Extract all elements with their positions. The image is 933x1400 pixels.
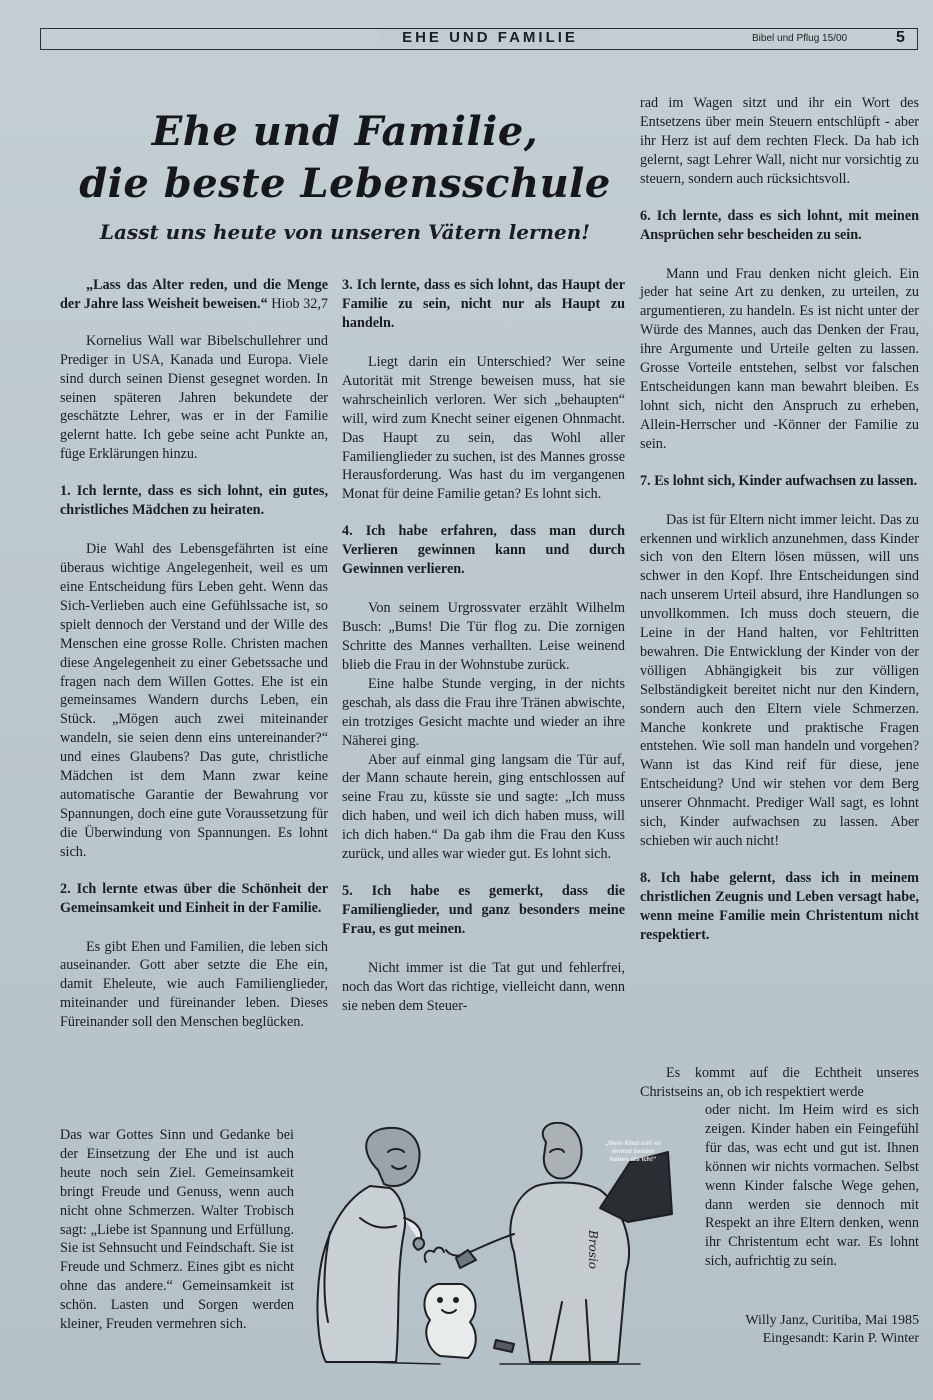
- point-6-text: Mann und Frau denken nicht gleich. Ein jeder hat seine Art zu denken, zu urteilen, zu argumentieren, zu handeln. Es ist nicht unter der Würde des Mannes, auch das Denken der Frau, ihre Argumente und Urteile gelten zu lassen. Grosse Vorteile entstehen, selbst vor falschen Entscheidungen kann man bewahrt bleiben. Es lohnt sich, nicht den Anspruch zu erheben, Allein-Herrscher und -Könner der Familie zu sein.: [640, 265, 919, 452]
- submitted-by: Eingesandt: Karin P. Winter: [762, 1331, 919, 1346]
- point-4-text-c: Aber auf einmal ging langsam die Tür auf, der Mann schaute herein, ging entschlossen auf seine Frau zu, küsste sie und sagte: „Ich muss dich haben, und weil ich dich haben muss, will ich dich haben.“ Da gab ihm die Frau den Kuss zurück, und alles war wieder gut. Es lohnt sich.: [342, 751, 625, 863]
- point-5-heading: 5. Ich habe es gemerkt, dass die Familienglieder, und ganz besonders meine Frau, es gut meinen.: [342, 882, 625, 937]
- column-1-continued: [60, 1126, 294, 1334]
- article-title-line-2: die beste Lebensschule: [79, 160, 611, 207]
- cartoon-sign-text: „Mein Kind soll es einmal besser haben als ich!“: [604, 1140, 662, 1163]
- column-3-point-8-continued: [705, 1101, 919, 1271]
- point-7-text: Das ist für Eltern nicht immer leicht. Das zu erkennen und wirklich anzunehmen, dass Kinder sich von den Eltern lösen müssen, will uns schwer in den Kopf. Ihre Entscheidungen sind nach unserem Urteil absurd, ihre Handlungen so unvollkommen. Ich muss doch steuern, die Leine in der Hand halten, vor Fehltritten bewahren. Die Entwicklung der Kinder von der völligen Abhängigkeit bis zur völligen Selbständigkeit bereitet nicht nur den Kindern, sondern auch den Eltern viele Schmerzen. Manche konkrete und praktische Fragen entstehen. Wie soll man handeln und vorgehen? Wann ist das Kind reif für diese, jene Entscheidung? Und wir stehen vor dem Berg unserer Ohnmacht. Prediger Wall sagt, es lohnt sich, Kinder aufwachsen zu lassen. Aber schieben wir auch nicht!: [640, 511, 919, 849]
- column-3: [640, 94, 919, 965]
- point-1-heading: 1. Ich lernte, dass es sich lohnt, ein gutes, christliches Mädchen zu heiraten.: [60, 483, 328, 519]
- intro-paragraph: Kornelius Wall war Bibelschullehrer und Prediger in USA, Kanada und Europa. Viele sind durch seinen Dienst gesegnet worden. In seinen späteren Jahren bekundete der geschätzte Lehrer, was er in der Familie gelernt hatte. Ich gebe seine acht Punkte an, füge Erklärungen hinzu.: [60, 332, 328, 463]
- point-2-text-a: Es gibt Ehen und Familien, die leben sich auseinander. Gott aber setzte die Ehe ein, damit Eheleute, wie auch Familienglieder, miteinander und füreinander leben. Dieses Füreinander soll den Menschen beglücken.: [60, 938, 328, 1031]
- issue-label: Bibel und Pflug 15/00: [752, 33, 848, 44]
- point-8-text-b: oder nicht. Im Heim wird es sich zeigen. Kinder haben ein Feingefühl für das, was echt und gut ist. Ihnen können wir nichts vormachen. Selbst wenn Kinder falsche Wege gehen, dann werden sie dennoch mit Respekt an ihre Eltern denken, wenn ihr Christentum echt war. Es lohnt sich, aufrichtig zu sein.: [705, 1102, 919, 1270]
- point-3-text: Liegt darin ein Unterschied? Wer seine Autorität mit Strenge beweisen muss, hat sie wahrscheinlich verloren. Wer sich „behaupten“ will, wird zum Knecht seiner eigenen Ohnmacht. Das Haupt zu sein, das Wohl aller Familienglieder zu suchen, ist des Mannes grosse Herausforderung. Was hast du im vergangenen Monat für deine Familie getan? Es lohnt sich.: [342, 354, 625, 503]
- point-4-text-a: Von seinem Urgrossvater erzählt Wilhelm Busch: „Bums! Die Tür flog zu. Die zornigen Schritte des Mannes verhallten. Leise weinend blieb die Frau in der Wohnstube zurück.: [342, 600, 625, 673]
- point-1-text: Die Wahl des Lebensgefährten ist eine überaus wichtige Angelegenheit, weil es um eine Entscheidung fürs Leben geht. Wenn das Sich-Verlieben auch eine Gefühlssache ist, so spielt dennoch der Verstand und der Wille des Menschen eine grosse Rolle. Christen machen diese Angelegenheit zu einer Gebetssache und fragen nach dem Willen Gottes. Ehe ist ein gemeinsames Wandern durchs Leben, ein Stück. „Mögen auch zwei miteinander wandeln, sie seien denn eins untereinander?“ und eines Glaubens? Das gute, christliche Mädchen ist dem Mann zwar keine automatische Garantie der Bewahrung vor Spannungen, doch eine gute Voraussetzung für die Überwindung von Spannungen. Es lohnt sich.: [60, 541, 328, 860]
- cartoon-artist-signature: Brosio: [586, 1230, 600, 1269]
- column-1: [60, 276, 328, 1032]
- point-5-text-b: rad im Wagen sitzt und ihr ein Wort des Entsetzens über mein Steuern entschlüpft - aber ihr Herz ist auf dem rechten Fleck. Da hab ich gelernt, sagt Lehrer Wall, nicht nur vorsichtig zu steuern, sondern auch rücksichtsvoll.: [640, 95, 919, 187]
- point-4-heading: 4. Ich habe erfahren, dass man durch Verlieren gewinnen kann und durch Gewinnen verlieren.: [342, 523, 625, 578]
- point-2-heading: 2. Ich lernte etwas über die Schönheit der Gemeinsamkeit und Einheit in der Familie.: [60, 880, 328, 916]
- point-3-heading: 3. Ich lernte, dass es sich lohnt, das Haupt der Familie zu sein, nicht nur als Haupt zu handeln.: [342, 277, 625, 331]
- point-4-text-b: Eine halbe Stunde verging, in der nichts geschah, als dass die Frau ihre Tränen abwischte, ein trotziges Gesicht machte und wieder an ihre Näherei ging.: [342, 675, 625, 749]
- author-signature: Willy Janz, Curitiba, Mai 1985: [745, 1313, 919, 1328]
- point-6-heading: 6. Ich lernte, dass es sich lohnt, mit meinen Ansprüchen sehr bescheiden zu sein.: [640, 207, 919, 243]
- bible-quote: [60, 276, 328, 314]
- section-title: EHE UND FAMILIE: [380, 29, 600, 46]
- column-3-point-8-start: [640, 1064, 919, 1102]
- article-title-line-1: Ehe und Familie,: [151, 108, 539, 155]
- point-2-text-b: Das war Gottes Sinn und Gedanke bei der Einsetzung der Ehe und ist auch heute noch sein Ziel. Gemeinsamkeit bringt Freude und Genuss, wenn auch nicht ohne Schmerzen. Walter Trobisch sagt: „Liebe ist Spannung und Erfüllung. Sie ist Sehnsucht und Feindschaft. Sie ist Freude und Schmerz. Eines gibt es nicht ohne das andere.“ Gemeinsamkeit ist schön. Lasten und Sorgen werden kleiner, Freuden vermehren sich.: [60, 1127, 294, 1333]
- point-8-text-a: Es kommt auf die Echtheit unseres Christseins an, ob ich respektiert werde: [640, 1065, 919, 1100]
- page-number: 5: [896, 29, 905, 46]
- article-subtitle: Lasst uns heute von unseren Vätern lernen!: [99, 220, 591, 244]
- column-2: [342, 276, 625, 1016]
- quote-text: „Lass das Alter reden, und die Menge der Jahre lass Weisheit beweisen.“: [60, 277, 328, 312]
- point-7-heading: 7. Es lohnt sich, Kinder aufwachsen zu lassen.: [640, 472, 918, 489]
- point-8-heading: 8. Ich habe gelernt, dass ich in meinem christlichen Zeugnis und Leben versagt habe, wenn meine Familie mein Christentum nicht respektiert.: [640, 869, 919, 943]
- quote-reference: Hiob 32,7: [267, 295, 328, 312]
- point-5-text-a: Nicht immer ist die Tat gut und fehlerfrei, noch das Wort das richtige, vielleicht dann, wenn sie neben dem Steuer-: [342, 959, 625, 1014]
